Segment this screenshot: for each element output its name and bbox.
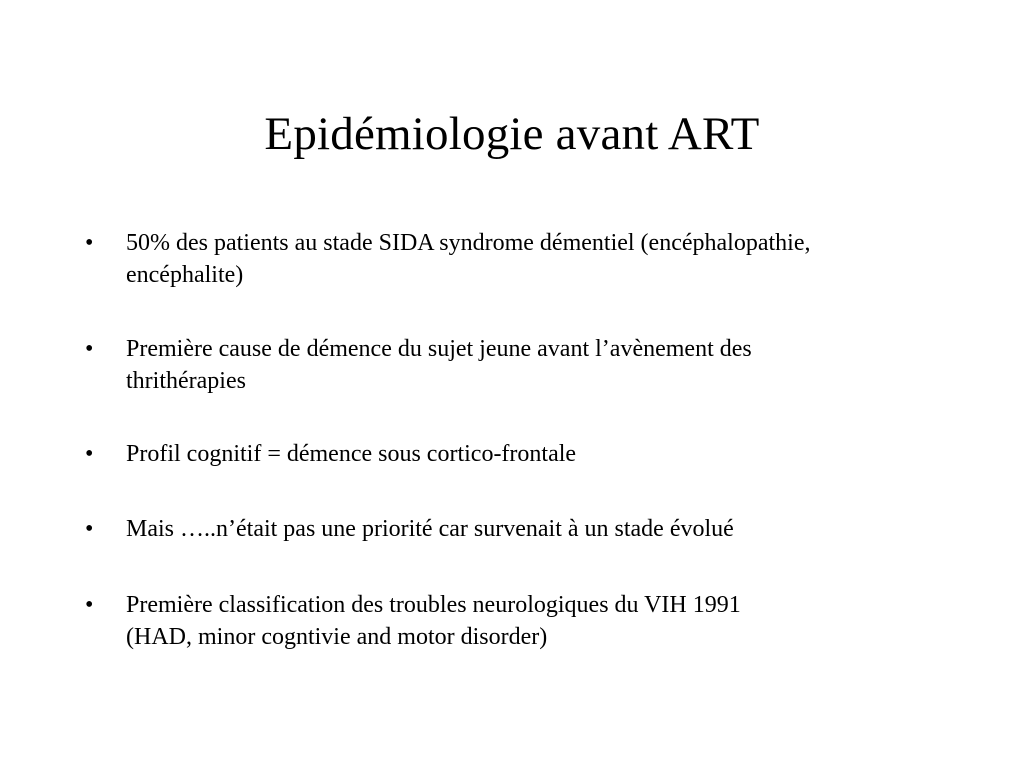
bullet-marker: •	[85, 230, 94, 256]
bullet-marker: •	[85, 441, 94, 467]
bullet-item	[85, 513, 965, 545]
slide-title: Epidémiologie avant ART	[264, 108, 760, 160]
bullet-marker: •	[85, 516, 94, 542]
bullet-text: Première classification des troubles neurologiques du VIH 1991 (HAD, minor cogntivie and motor disorder)	[126, 592, 741, 650]
bullet-text: Profil cognitif = démence sous cortico-frontale	[126, 441, 577, 467]
bullet-marker: •	[85, 592, 94, 618]
bullet-item	[85, 589, 965, 653]
bullet-item	[85, 333, 965, 397]
bullet-marker: •	[85, 336, 94, 362]
bullet-item	[85, 227, 965, 291]
bullet-text: 50% des patients au stade SIDA syndrome démentiel (encéphalopathie, encéphalite)	[126, 230, 811, 288]
bullet-text: Première cause de démence du sujet jeune avant l’avènement des thrithérapies	[126, 336, 752, 394]
bullet-text: Mais …..n’était pas une priorité car survenait à un stade évolué	[126, 516, 734, 542]
bullet-item	[85, 438, 965, 470]
